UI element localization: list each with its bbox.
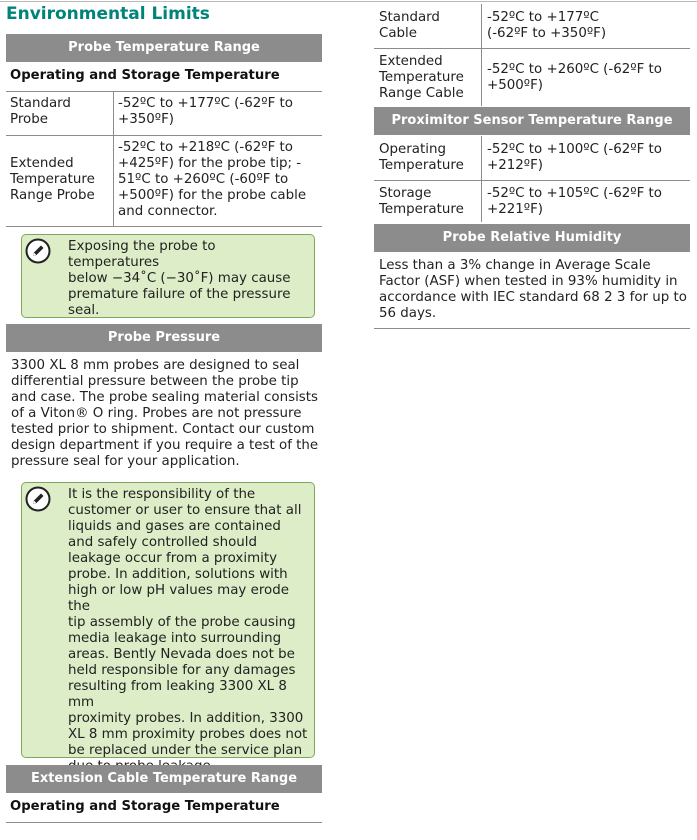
page-title: Environmental Limits xyxy=(6,4,210,24)
probe-relative-humidity-header: Probe Relative Humidity xyxy=(374,224,690,252)
row-value-storage-temperature: -52ºC to +105ºC (-62ºF to +221ºF) xyxy=(487,186,662,217)
extension-cable-temperature-header: Extension Cable Temperature Range xyxy=(6,765,322,793)
row-label-standard-probe: Standard Probe xyxy=(10,96,71,127)
row-label-standard-cable: Standard Cable xyxy=(379,10,440,41)
row-label-operating-temperature: Operating Temperature xyxy=(379,142,464,173)
divider xyxy=(6,226,322,227)
divider xyxy=(374,180,690,181)
probe-pressure-text: 3300 XL 8 mm probes are designed to seal differential pressure between the probe tip and case. The probe sealing material consists of a Viton® O ring. Probes are not pressure tested prior to shipment. Contact our custom design department if you require a test of the pressure seal for your application. xyxy=(11,358,319,469)
column-divider xyxy=(113,92,114,226)
row-value-standard-cable: -52ºC to +177ºC (-62ºF to +350ºF) xyxy=(487,10,607,41)
note-box-leakage xyxy=(21,482,315,758)
probe-pressure-header: Probe Pressure xyxy=(6,324,322,352)
pencil-note-icon xyxy=(25,238,51,264)
divider xyxy=(374,48,690,49)
note-text-temperature: Exposing the probe to temperatures below −34˚C (−30˚F) may cause premature failure of the pressure seal. xyxy=(68,239,291,318)
row-label-extended-cable: Extended Temperature Range Cable xyxy=(379,54,464,101)
row-value-standard-probe: -52ºC to +177ºC (-62ºF to +350ºF) xyxy=(118,96,293,127)
row-label-storage-temperature: Storage Temperature xyxy=(379,186,464,217)
row-label-extended-probe: Extended Temperature Range Probe xyxy=(10,156,95,203)
divider xyxy=(6,822,322,823)
pencil-note-icon xyxy=(25,486,51,512)
row-value-extended-probe: -52ºC to +218ºC (-62ºF to +425ºF) for the probe tip; - 51ºC to +260ºC (-60ºF to +500ºF) for the probe cable and connector. xyxy=(118,140,307,219)
note-box-temperature xyxy=(21,234,315,318)
divider xyxy=(6,135,322,136)
row-value-extended-cable: -52ºC to +260ºC (-62ºF to +500ºF) xyxy=(487,62,662,93)
right-column xyxy=(374,0,690,840)
divider xyxy=(6,91,322,92)
divider xyxy=(374,328,690,329)
humidity-text: Less than a 3% change in Average Scale Factor (ASF) when tested in 93% humidity in accordance with IEC standard 68 2 3 for up to 56 days. xyxy=(379,258,687,321)
note-text-leakage: It is the responsibility of the customer or user to ensure that all liquids and gases are contained and safely controlled should leakage occur from a proximity probe. In addition, solutions with high or low pH values may erode the tip assembly of the probe causing media leakage into surrounding areas. Bently Nevada does not be held responsible for any damages resulting from leaking 3300 XL 8 mm proximity probes. In addition, 3300 XL 8 mm proximity probes does not be replaced under the service plan xyxy=(68,487,308,758)
ext-operating-storage-label: Operating and Storage Temperature xyxy=(10,799,280,814)
operating-storage-label: Operating and Storage Temperature xyxy=(10,68,280,83)
row-value-operating-temperature: -52ºC to +100ºC (-62ºF to +212ºF) xyxy=(487,142,662,173)
left-column xyxy=(6,0,322,840)
probe-temperature-range-header: Probe Temperature Range xyxy=(6,34,322,62)
proximitor-temperature-header: Proximitor Sensor Temperature Range xyxy=(374,107,690,135)
column-divider xyxy=(481,136,482,222)
column-divider xyxy=(481,4,482,106)
